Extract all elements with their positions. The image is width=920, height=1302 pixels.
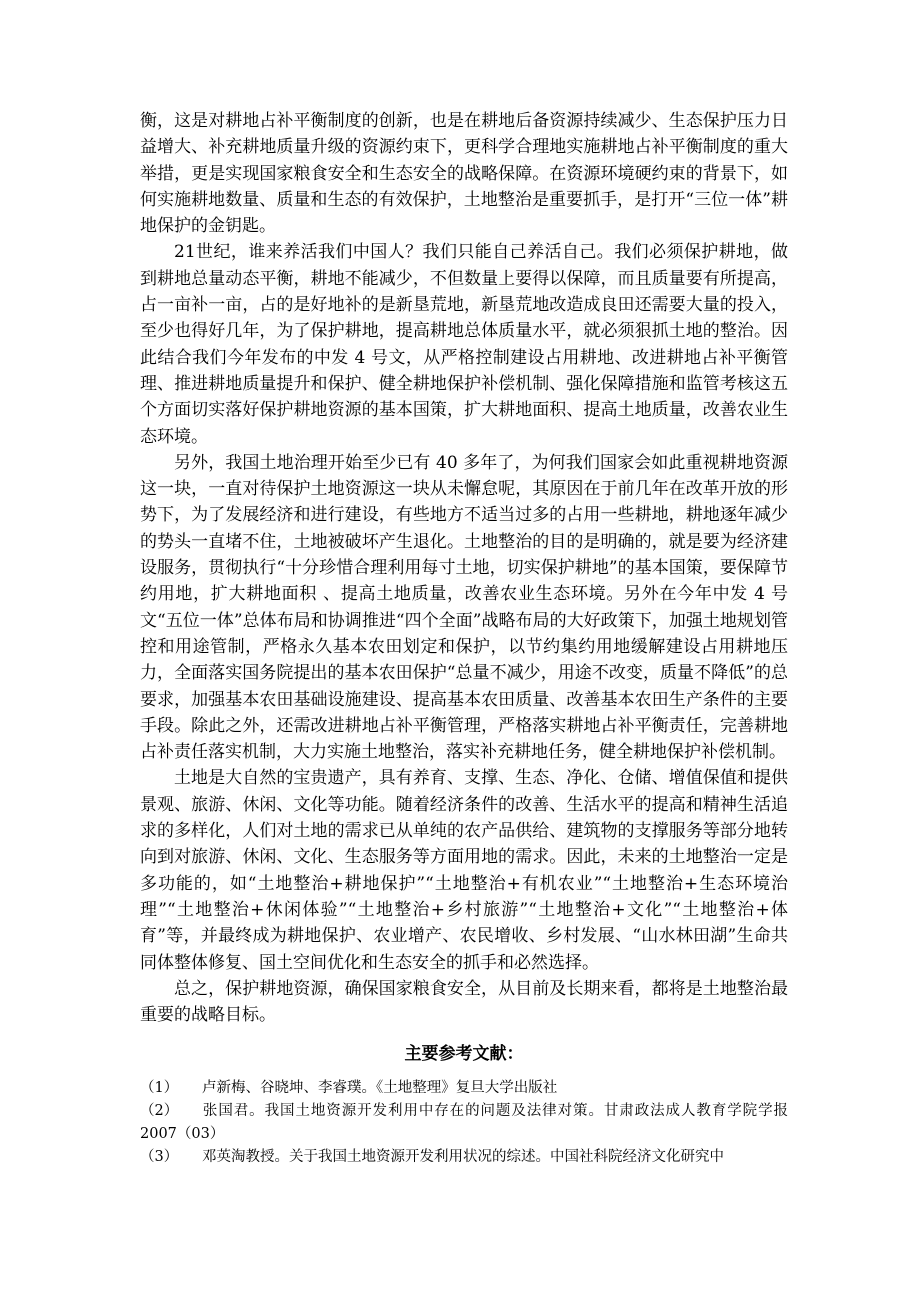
reference-text: 邓英淘教授。关于我国土地资源开发利用状况的综述。中国社科院经济文化研究中 bbox=[202, 1149, 724, 1166]
reference-item-1 bbox=[140, 1077, 788, 1100]
paragraph-continued: 衡，这是对耕地占补平衡制度的创新，也是在耕地后备资源持续减少、生态保护压力日益增大、补充耕地质量升级的资源约束下，更科学合理地实施耕地占补平衡制度的重大举措，更是实现国家粮食安全和生态安全的战略保障。在资源环境硬约束的背景下，如何实施耕地数量、质量和生态的有效保护，土地整治是重要抓手，是打开“三位一体”耕地保护的金钥匙。 bbox=[140, 111, 788, 237]
references-heading: 主要参考文献： bbox=[404, 1044, 524, 1065]
paragraph-land-governance: 另外，我国土地治理开始至少已有 40 多年了，为何我们国家会如此重视耕地资源这一块，一直对待保护土地资源这一块从未懈怠呢，其原因在于前几年在改革开放的形势下，为了发展经济和进行建设，有些地方不适当过多的占用一些耕地，耕地逐年减少的势头一直堵不住，土地被破坏产生退化。土地整治的目的是明确的，就是要为经济建设服务，贯彻执行“十分珍惜合理利用每寸土地，切实保护耕地”的基本国策，要保障节约用地，扩大耕地面积 、提高土地质量，改善农业生态环境。另外在今年中发 4 号文“五位一体”总体布局和协调推进“四个全面”战略布局的大好政策下，加强土地规划管控和用途管制，严格永久基本农田划定和保护，以节约集约用地缓解建设占用耕地压力，全面落实国务院提出的基本农田保护“总量不减少，用途不改变，质量不降低”的总要求，加强基本农田基础设施建设、提高基本农田质量、改善基本农田生产条件的主要手段。除此之外，还需改进耕地占补平衡管理，严格落实耕地占补平衡责任，完善耕地占补责任落实机制，大力实施土地整治，落实补充耕地任务，健全耕地保护补偿机制。 bbox=[140, 452, 788, 763]
document-page bbox=[140, 108, 788, 1169]
paragraph-21st-century: 21世纪，谁来养活我们中国人？我们只能自己养活自己。我们必须保护耕地，做到耕地总量动态平衡，耕地不能减少，不但数量上要得以保障，而且质量要有所提高，占一亩补一亩，占的是好地补的是新垦荒地，新垦荒地改造成良田还需要大量的投入，至少也得好几年，为了保护耕地，提高耕地总体质量水平，就必须狠抓土地的整治。因此结合我们今年发布的中发 4 号文，从严格控制建设占用耕地、改进耕地占补平衡管理、推进耕地质量提升和保护、健全耕地保护补偿机制、强化保障措施和监管考核这五个方面切实落好保护耕地资源的基本国策，扩大耕地面积、提高土地质量，改善农业生态环境。 bbox=[140, 242, 788, 447]
reference-text: 卢新梅、谷晓坤、李睿璞。《土地整理》复旦大学出版社 bbox=[202, 1080, 558, 1097]
paragraph-land-functions: 土地是大自然的宝贵遗产，具有养育、支撑、生态、净化、仓储、增值保值和提供景观、旅游、休闲、文化等功能。随着经济条件的改善、生活水平的提高和精神生活追求的多样化，人们对土地的需求已从单纯的农产品供给、建筑物的支撑服务等部分地转向到对旅游、休闲、文化、生态服务等方面用地的需求。因此，未来的土地整治一定是多功能的，如“土地整治+耕地保护”“土地整治+有机农业”“土地整治+生态环境治理”“土地整治+休闲体验”“土地整治+乡村旅游”“土地整治+文化”“土地整治+体育”等，并最终成为耕地保护、农业增产、农民增收、乡村发展、“山水林田湖”生命共同体整体修复、国土空间优化和生态安全的抓手和必然选择。 bbox=[140, 768, 788, 973]
reference-item-3 bbox=[140, 1146, 788, 1169]
reference-text: 张国君。我国土地资源开发利用中存在的问题及法律对策。甘肃政法成人教育学院学报 2007（03） bbox=[140, 1103, 788, 1143]
reference-number: （1） bbox=[140, 1080, 179, 1097]
reference-number: （3） bbox=[140, 1149, 179, 1166]
reference-item-2 bbox=[140, 1100, 788, 1146]
paragraph-conclusion: 总之，保护耕地资源，确保国家粮食安全，从目前及长期来看，都将是土地整治最重要的战略目标。 bbox=[140, 978, 788, 1026]
reference-number: （2） bbox=[140, 1103, 179, 1120]
